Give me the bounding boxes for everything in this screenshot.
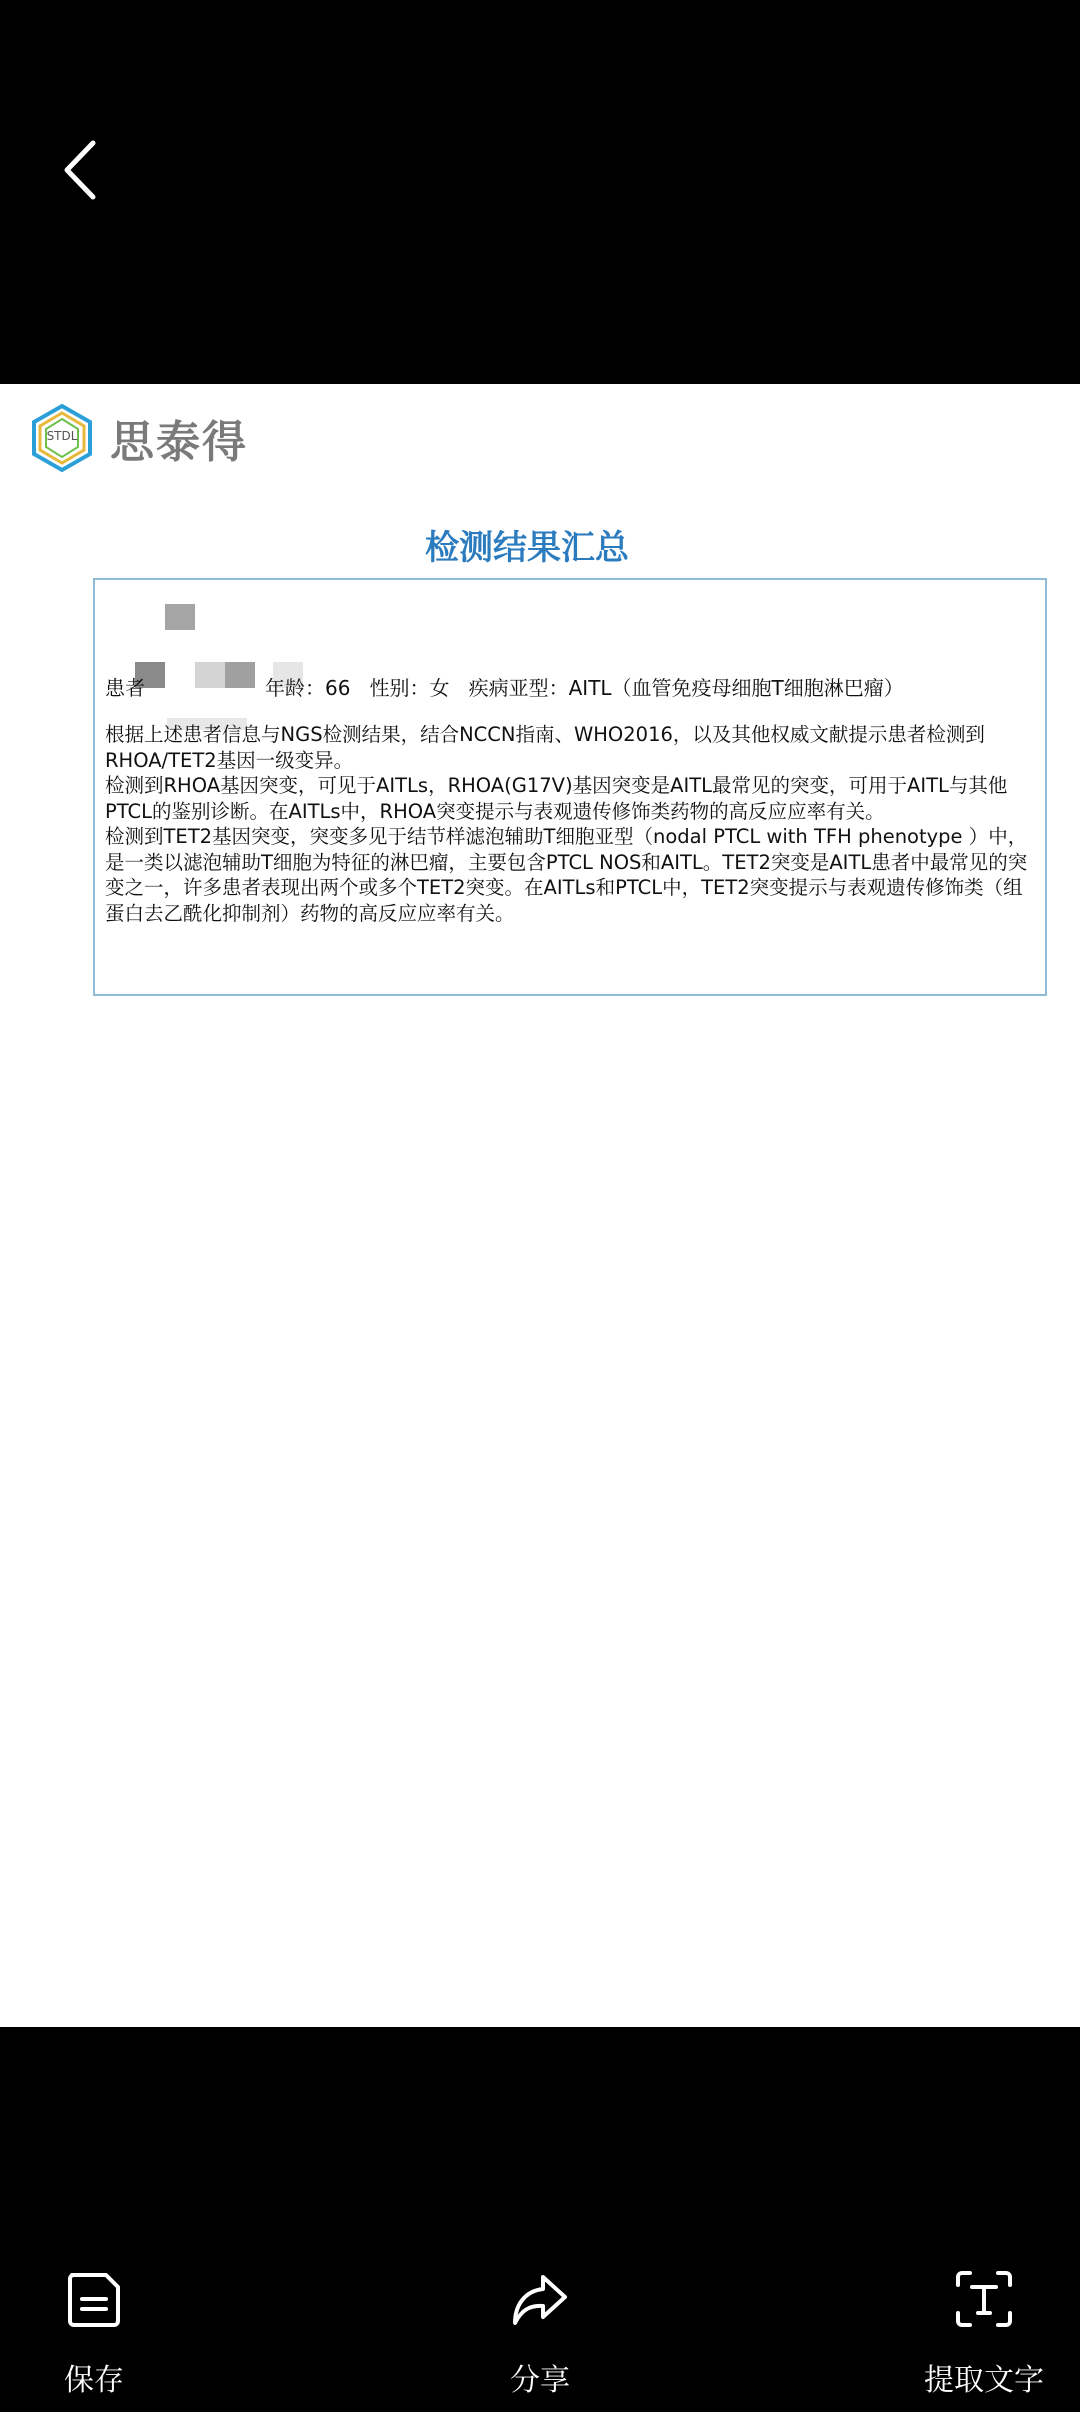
share-button[interactable]: [494, 2267, 586, 2399]
summary-paragraph: 根据上述患者信息与NGS检测结果，结合NCCN指南、WHO2016，以及其他权威文献提示患者检测到RHOA/TET2基因一级变异。: [105, 723, 985, 772]
extract-text-icon: [952, 2267, 1016, 2331]
save-button[interactable]: [48, 2267, 140, 2399]
patient-info-line: [105, 672, 904, 701]
logo-mark-text: STDL: [46, 429, 78, 443]
summary-text: [105, 722, 1035, 926]
bottom-action-bar: [0, 2027, 1080, 2412]
patient-disease-subtype: 疾病亚型：AITL（血管免疫母细胞T细胞淋巴瘤）: [468, 676, 904, 700]
document-title: 检测结果汇总: [425, 528, 629, 568]
logo-mark: [26, 402, 98, 474]
save-icon: [62, 2267, 126, 2331]
summary-paragraph: 检测到TET2基因突变，突变多见于结节样滤泡辅助T细胞亚型（nodal PTCL with TFH phenotype ）中，是一类以滤泡辅助T细胞为特征的淋巴瘤，主要包含PTCL NOS和AITL。TET2突变是AITL患者中最常见的突变之一，许多患者表现出两个或多个TET2突变。在AITLs和PTCL中，TET2突变提示与表观遗传修饰类（组蛋白去乙酰化抑制剂）药物的高反应应率有关。: [105, 825, 1028, 925]
extract-text-button[interactable]: [918, 2267, 1050, 2399]
save-label: 保存: [64, 2363, 124, 2398]
share-label: 分享: [510, 2363, 570, 2398]
back-button[interactable]: [40, 120, 120, 220]
summary-paragraph: 检测到RHOA基因突变，可见于AITLs，RHOA(G17V)基因突变是AITL最常见的突变，可用于AITL与其他PTCL的鉴别诊断。在AITLs中，RHOA突变提示与表观遗传修饰类药物的高反应应率有关。: [105, 774, 1008, 823]
patient-gender: 性别：女: [369, 676, 450, 700]
patient-age: 年龄：66: [265, 676, 351, 700]
logo-name: 思泰得: [110, 417, 248, 468]
summary-box: [93, 578, 1047, 996]
top-bar: [0, 0, 1080, 384]
privacy-mosaic: [165, 604, 195, 630]
chevron-left-icon: [55, 135, 105, 205]
document-image: [0, 384, 1080, 2027]
company-logo: [26, 402, 248, 474]
extract-text-label: 提取文字: [924, 2363, 1044, 2398]
share-icon: [508, 2267, 572, 2331]
patient-name-label: 患者: [105, 676, 145, 700]
